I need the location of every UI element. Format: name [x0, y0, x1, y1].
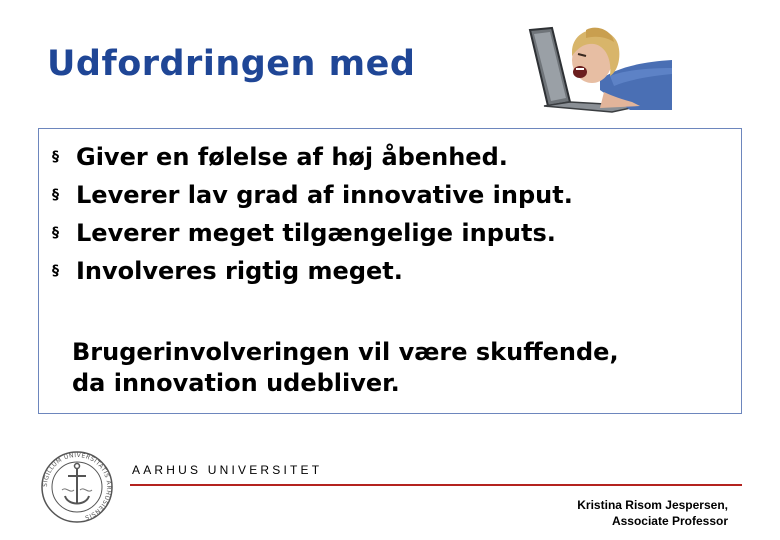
author-name: Kristina Risom Jespersen, [577, 498, 728, 512]
bullet-item [52, 176, 573, 214]
conclusion-line: da innovation udebliver. [72, 369, 400, 397]
footer-divider [130, 484, 742, 486]
author-block [577, 497, 728, 529]
bullet-item [52, 138, 573, 176]
conclusion-text [72, 337, 619, 399]
woman-at-laptop-photo [500, 10, 672, 118]
bullet-item [52, 252, 573, 290]
bullet-marker: § [52, 187, 59, 203]
bullet-marker: § [52, 263, 59, 279]
bullet-list [52, 138, 573, 290]
bullet-text: Leverer meget tilgængelige inputs. [76, 219, 556, 247]
university-seal-logo [40, 450, 114, 524]
bullet-text: Leverer lav grad af innovative input. [76, 181, 573, 209]
author-title: Associate Professor [611, 514, 728, 528]
conclusion-line: Brugerinvolveringen vil være skuffende, [72, 338, 619, 366]
bullet-marker: § [52, 149, 59, 165]
organization-name: AARHUS UNIVERSITET [132, 463, 323, 477]
slide-title: Udfordringen med [47, 44, 416, 84]
svg-text:SIGILLUM UNIVERSITATIS ARHUSIE: SIGILLUM UNIVERSITATIS ARHUSIENSIS [41, 451, 113, 521]
bullet-text: Giver en følelse af høj åbenhed. [76, 143, 508, 171]
bullet-marker: § [52, 225, 59, 241]
bullet-item [52, 214, 573, 252]
bullet-text: Involveres rigtig meget. [76, 257, 403, 285]
